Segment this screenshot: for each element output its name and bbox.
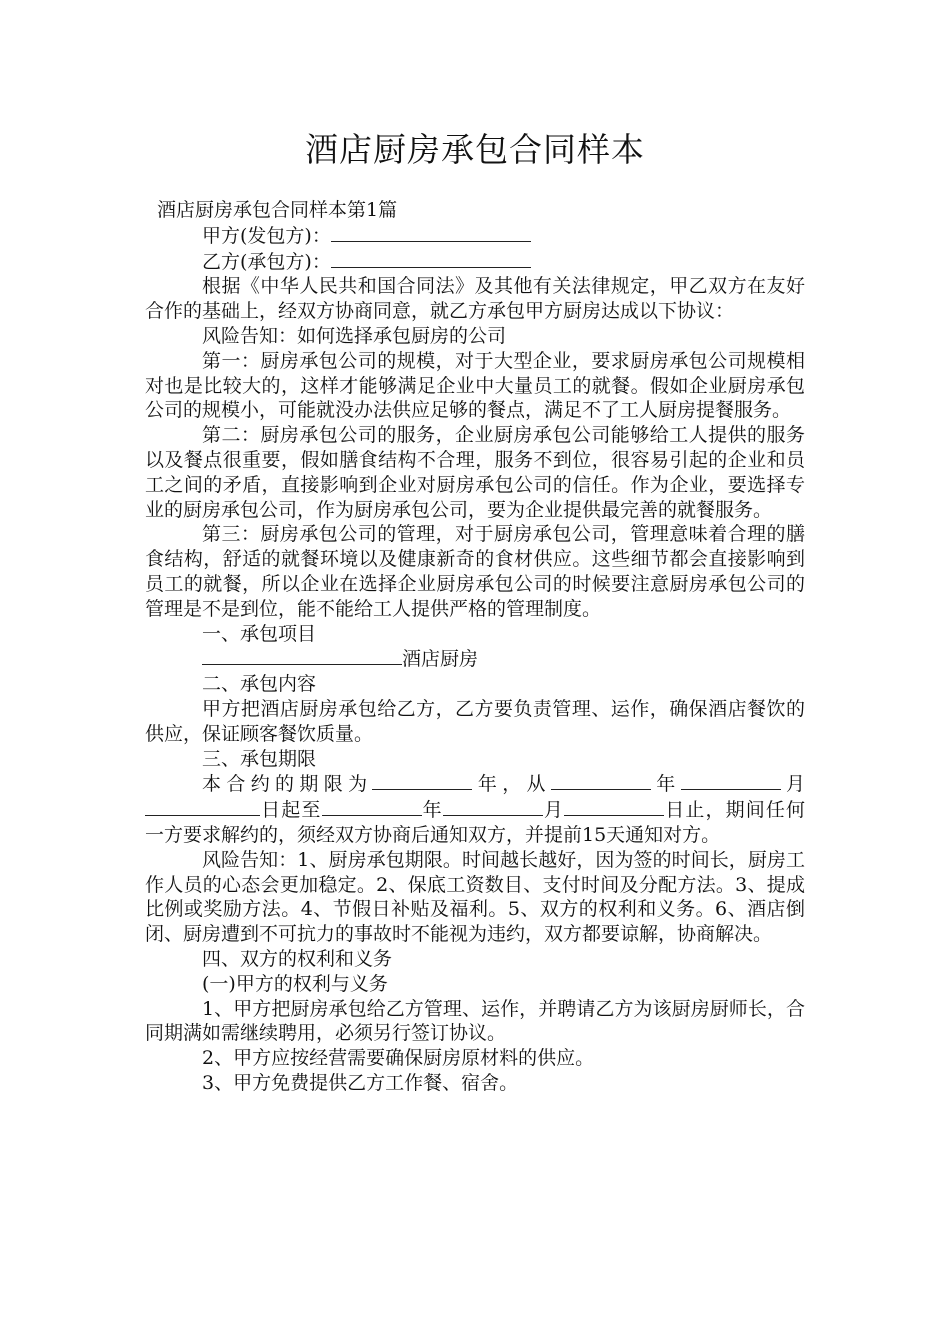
term-text-7: 月 (542, 799, 565, 822)
term-blank-4 (145, 797, 260, 816)
project-line (145, 646, 805, 672)
term-blank-5 (322, 797, 422, 816)
term-text-2: 年，从 (472, 773, 551, 796)
party-b-label: 乙方(承包方)： (202, 250, 331, 273)
risk-paragraph-1: 第一：厨房承包公司的规模，对于大型企业，要求厨房承包公司规模相对也是比较大的，这样才能够满足企业中大量员工的就餐。假如企业厨房承包公司的规模小，可能就没办法供应足够的餐点，满足不了工人厨房提餐服务。 (145, 349, 805, 422)
risk-paragraph-2: 第二：厨房承包公司的服务，企业厨房承包公司能够给工人提供的服务以及餐点很重要，假如膳食结构不合理，服务不到位，很容易引起的企业和员工之间的矛盾，直接影响到企业对厨房承包公司的信任。作为企业，要选择专业的厨房承包公司，作为厨房承包公司，要为企业提供最完善的就餐服务。 (145, 424, 805, 521)
clause-1: 1、甲方把厨房承包给乙方管理、运作，并聘请乙方为该厨房厨师长，合同期满如需继续聘用，必须另行签订协议。 (145, 997, 805, 1045)
party-a-line (145, 223, 805, 249)
term-text-5: 日起至 (260, 799, 322, 822)
subtitle: 酒店厨房承包合同样本第1篇 (157, 199, 398, 221)
section-heading-3: 三、承包期限 (202, 747, 317, 770)
subheading-party-a: (一)甲方的权利与义务 (202, 972, 388, 995)
party-b-blank (331, 249, 531, 268)
document-body (145, 198, 805, 1096)
document-title: 酒店厨房承包合同样本 (305, 130, 645, 169)
term-blank-2 (551, 771, 651, 790)
project-blank (202, 646, 402, 665)
risk-title: 风险告知：如何选择承包厨房的公司 (202, 324, 507, 347)
term-paragraph (145, 771, 805, 847)
term-text-4: 月 (780, 773, 805, 796)
term-text-1: 本合约的期限为 (202, 773, 373, 796)
term-text-6: 年 (421, 799, 443, 822)
project-suffix: 酒店厨房 (402, 648, 479, 671)
party-a-blank (331, 223, 531, 242)
party-a-label: 甲方(发包方)： (202, 224, 331, 247)
term-blank-1 (372, 771, 472, 790)
term-blank-3 (681, 771, 781, 790)
clause-2: 2、甲方应按经营需要确保厨房原材料的供应。 (202, 1047, 595, 1070)
section-heading-1: 一、承包项目 (202, 622, 317, 645)
risk-paragraph-4: 风险告知：1、厨房承包期限。时间越长越好，因为签的时间长，厨房工作人员的心态会更加稳定。2、保底工资数目、支付时间及分配方法。3、提成比例或奖励方法。4、节假日补贴及福利。5、双方的权利和义务。6、酒店倒闭、厨房遭到不可抗力的事故时不能视为违约，双方都要谅解，协商解决。 (145, 848, 805, 946)
content-paragraph: 甲方把酒店厨房承包给乙方，乙方要负责管理、运作，确保酒店餐饮的供应，保证顾客餐饮质量。 (145, 697, 805, 745)
term-text-3: 年 (650, 773, 681, 796)
clause-3: 3、甲方免费提供乙方工作餐、宿舍。 (202, 1071, 519, 1094)
term-blank-7 (564, 797, 664, 816)
term-blank-6 (443, 797, 543, 816)
section-heading-4: 四、双方的权利和义务 (202, 947, 393, 970)
intro-paragraph: 根据《中华人民共和国合同法》及其他有关法律规定，甲乙双方在友好合作的基础上，经双方协商同意，就乙方承包甲方厨房达成以下协议： (145, 275, 805, 323)
term-text-8: 日止，期间任何一方要求解约的，须经双方协商后通知双方，并提前15天通知对方。 (145, 799, 805, 846)
section-heading-2: 二、承包内容 (202, 673, 317, 696)
party-b-line (145, 249, 805, 275)
risk-paragraph-3: 第三：厨房承包公司的管理，对于厨房承包公司，管理意味着合理的膳食结构，舒适的就餐环境以及健康新奇的食材供应。这些细节都会直接影响到员工的就餐，所以企业在选择企业厨房承包公司的时候要注意厨房承包公司的管理是不是到位，能不能给工人提供严格的管理制度。 (145, 523, 805, 620)
